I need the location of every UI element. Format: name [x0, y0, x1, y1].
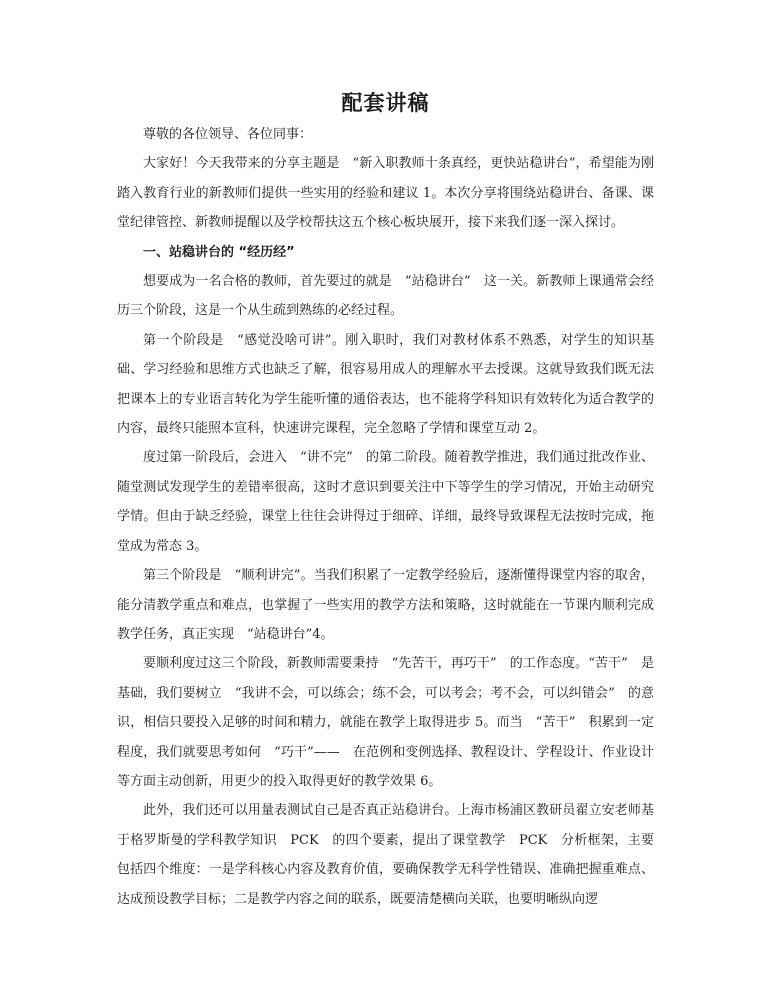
body-paragraph: 第一个阶段是 “感觉没啥可讲”。刚入职时，我们对教材体系不熟悉，对学生的知识基础、学习经验和思维方式也缺乏了解，很容易用成人的理解水平去授课。这就导致我们既无法把课本上的专业语言转化为学生能听懂的通俗表达，也不能将学科知识有效转化为适合教学的内容，最终只能照本宣科，快速讲完课程，完全忽略了学情和课堂互动 2。 [117, 332, 654, 437]
body-paragraph: 此外，我们还可以用量表测试自己是否真正站稳讲台。上海市杨浦区教研员翟立安老师基于格罗斯曼的学科教学知识 PCK 的四个要素，提出了课堂教学 PCK 分析框架，主要包括四个维度：一是学科核心内容及教育价值，要确保教学无科学性错误、准确把握重难点、达成预设教学目标；二是教学内容之间的联系，既要清楚横向关联，也要明晰纵向逻 [117, 803, 654, 907]
intro-paragraph: 大家好！今天我带来的分享主题是 “新入职教师十条真经，更快站稳讲台”，希望能为刚踏入教育行业的新教师们提供一些实用的经验和建议 1。本次分享将围绕站稳讲台、备课、课堂纪律管控、新教师提醒以及学校帮扶这五个核心板块展开，接下来我们逐一深入探讨。 [117, 156, 654, 231]
salutation: 尊敬的各位领导、各位同事： [143, 127, 313, 142]
body-paragraph: 要顺利度过这三个阶段，新教师需要秉持 “先苦干，再巧干” 的工作态度。“苦干” 是基础，我们要树立 “我讲不会，可以练会；练不会，可以考会；考不会，可以纠错会” 的意识，相信只要投入足够的时间和精力，就能在教学上取得进步 5。而当 “苦干” 积累到一定程度，我们就要思考如何 “巧干”—— 在范例和变例选择、教程设计、学程设计、作业设计等方面主动创新，用更少的投入取得更好的教学效果 6。 [117, 656, 654, 789]
body-paragraph: 第三个阶段是 “顺利讲完”。当我们积累了一定教学经验后，逐渐懂得课堂内容的取舍，能分清教学重点和难点，也掌握了一些实用的教学方法和策略，这时就能在一节课内顺利完成教学任务，真正实现 “站稳讲台”4。 [117, 568, 654, 642]
document-title: 配套讲稿 [341, 91, 430, 115]
body-paragraph: 想要成为一名合格的教师，首先要过的就是 “站稳讲台” 这一关。新教师上课通常会经历三个阶段，这是一个从生疏到熟练的必经过程。 [117, 274, 654, 319]
section-heading: 一、站稳讲台的 “经历经” [143, 244, 295, 260]
body-paragraph: 度过第一阶段后，会进入 “讲不完” 的第二阶段。随着教学推进，我们通过批改作业、随堂测试发现学生的差错率很高，这时才意识到要关注中下等学生的学习情况，开始主动研究学情。但由于缺乏经验，课堂上往往会讲得过于细碎、详细，最终导致课程无法按时完成，拖堂成为常态 3。 [117, 450, 654, 554]
